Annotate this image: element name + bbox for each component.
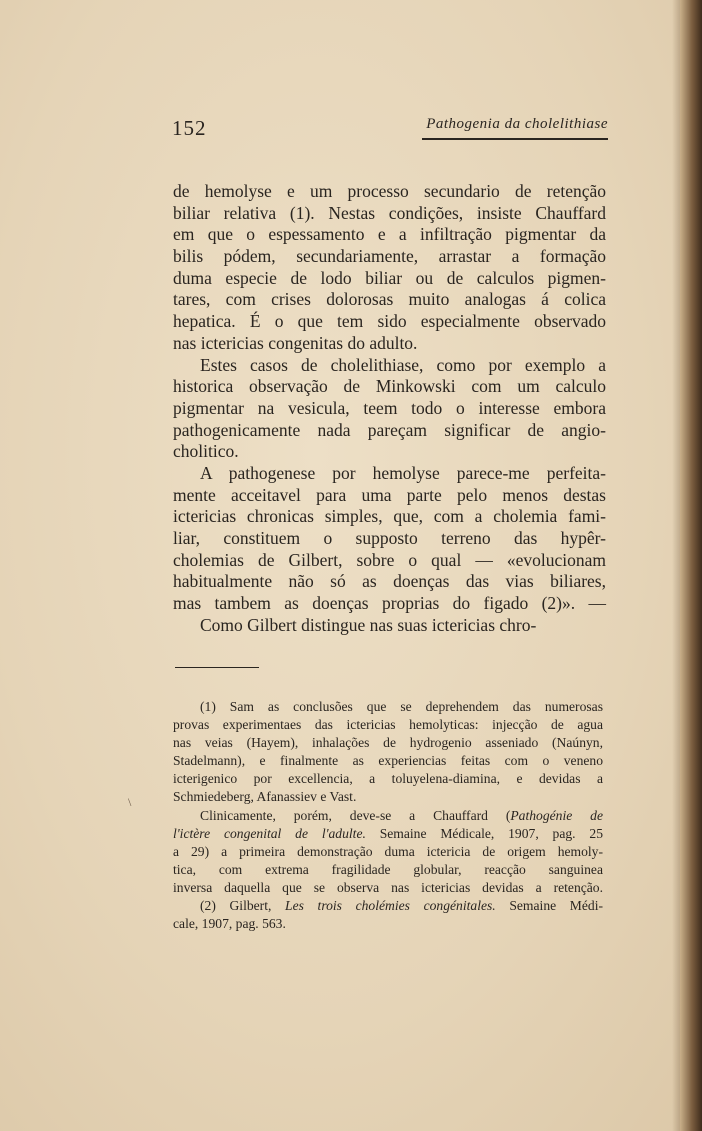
text-line: de hemolyse e um processo secundario de retenção: [173, 181, 606, 201]
text-line: pigmentar na vesicula, teem todo o interesse embora: [173, 397, 606, 418]
page-number: 152: [172, 116, 207, 140]
text-line: cholemias de Gilbert, sobre o qual — «evolucionam: [173, 549, 606, 570]
footnote-line: inversa daquella que se observa nas ictericias devidas a retenção.: [173, 879, 603, 895]
text-line: em que o espessamento e a infiltração pigmentar da: [173, 224, 606, 245]
text-line: tares, com crises dolorosas muito analogas á colica: [173, 289, 606, 310]
text-line: duma especie de lodo biliar ou de calculos pigmen-: [173, 267, 606, 288]
header-rule: [422, 138, 608, 140]
footnote-rule: [175, 667, 259, 668]
text-line: biliar relativa (1). Nestas condições, insiste Chauffard: [173, 202, 606, 223]
footnote-line: (1) Sam as conclusões que se deprehendem das numerosas: [200, 699, 603, 714]
footnote-text: Clinicamente, porém, deve-se a Chauffard (: [200, 807, 511, 823]
text-line: A pathogenese por hemolyse parece-me perfeita-: [200, 462, 606, 483]
citation-title: Pathogénie de: [510, 807, 603, 823]
footnote-text: Semaine Médicale, 1907, pag. 25: [365, 825, 603, 841]
text-line: mente acceitavel para uma parte pelo menos destas: [173, 484, 606, 505]
citation-title: Les trois cholémies congénitales.: [285, 898, 496, 914]
margin-mark: \: [128, 795, 132, 809]
text-line: habitualmente não só as doenças das vias biliares,: [173, 571, 606, 592]
footnote-line: [173, 807, 603, 825]
running-title: Pathogenia da cholelithiase: [426, 116, 608, 132]
footnote-line: a 29) a primeira demonstração duma ictericia de origem hemoly-: [173, 843, 603, 859]
running-head: [172, 112, 608, 140]
footnotes: [173, 698, 603, 933]
footnote-text: Semaine Médi-: [495, 898, 603, 914]
footnote-line: cale, 1907, pag. 563.: [173, 916, 286, 932]
text-line: hepatica. É o que tem sido especialmente observado: [173, 311, 606, 332]
book-edge: [680, 0, 702, 1131]
footnote-line: [173, 897, 603, 915]
page-gutter-shadow: [672, 0, 680, 1131]
text-line: nas ictericias congenitas do adulto.: [173, 332, 418, 353]
text-line: liar, constituem o supposto terreno das hypêr-: [173, 528, 606, 548]
footnote-line: nas veias (Hayem), inhalações de hydrogenio asseniado (Naúnyn,: [173, 735, 603, 751]
text-line: ictericias chronicas simples, que, com a cholemia fami-: [173, 506, 606, 527]
text-line: bilis pódem, secundariamente, arrastar a formação: [173, 246, 606, 267]
footnote-line: tica, com extrema fragilidade globular, reacção sanguinea: [173, 861, 603, 877]
footnote-line: Schmiedeberg, Afanassiev e Vast.: [173, 789, 357, 805]
footnote-line: [173, 825, 603, 843]
footnote-line: Stadelmann), e finalmente as experiencias feitas com o veneno: [173, 753, 603, 769]
footnote-line: provas experimentaes das ictericias hemolyticas: injecção de agua: [173, 717, 603, 733]
text-line: mas tambem as doenças proprias do figado (2)». —: [173, 593, 606, 614]
text-line: pathogenicamente nada pareçam significar de angio-: [173, 419, 606, 440]
footnote-text: (2) Gilbert,: [200, 898, 286, 914]
text-line: historica observação de Minkowski com um calculo: [173, 376, 606, 397]
main-text: [173, 181, 606, 636]
text-line: cholitico.: [173, 441, 239, 462]
text-line: Como Gilbert distingue nas suas ictericias chro-: [200, 614, 537, 635]
citation-title: l'ictère congenital de l'adulte.: [173, 825, 366, 841]
text-line: Estes casos de cholelithiase, como por exemplo a: [200, 354, 606, 375]
footnote-line: icterigenico por excellencia, a toluyelena-diamina, e devidas a: [173, 771, 603, 787]
